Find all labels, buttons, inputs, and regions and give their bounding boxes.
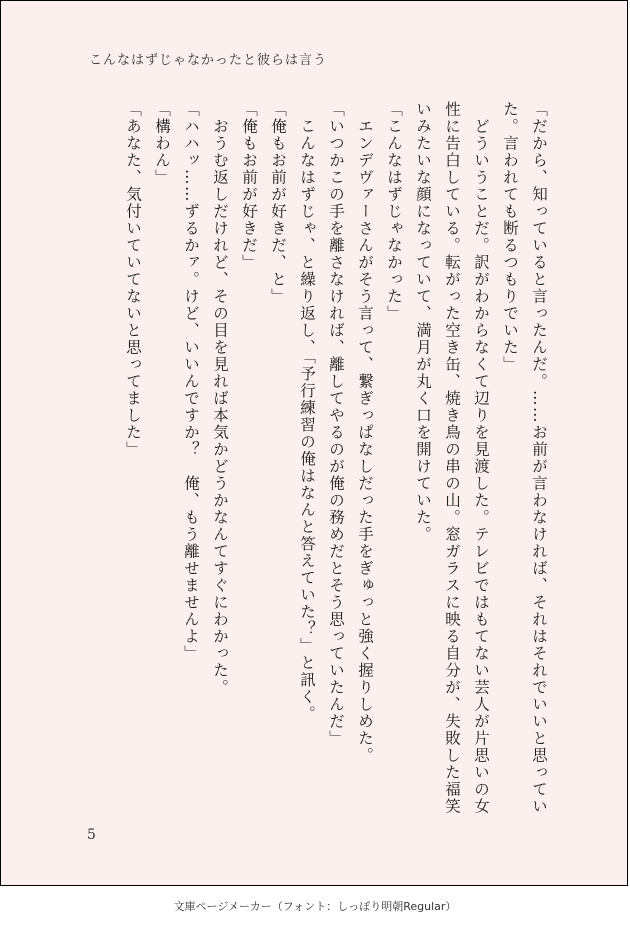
page-number: 5 xyxy=(87,827,96,843)
paragraph-9: おうむ返しだけれど、その目を見れば本気かどうかなんてすぐにわかった。 xyxy=(211,101,229,696)
paragraph-4: エンデヴァーさんがそう言って、繋ぎっぱなしだった手をぎゅっと強く握りしめた。 xyxy=(356,101,374,764)
paragraph-8: 「俺もお前が好きだ」 xyxy=(240,101,258,271)
generator-credit: 文庫ページメーカー（フォント：しっぽり明朝Regular） xyxy=(173,900,457,913)
paragraph-5: 「いつかこの手を離さなければ、離してやるのが俺の務めだとそう思っていたんだ」 xyxy=(327,101,345,747)
paragraph-6: こんなはずじゃ、と繰り返し、「予行練習の俺はなんと答えていた？」と訊く。 xyxy=(298,101,316,723)
paragraph-3: 「こんなはずじゃなかった」 xyxy=(385,101,403,322)
running-title: こんなはずじゃなかったと彼らは言う xyxy=(89,53,328,68)
body-text xyxy=(83,101,553,821)
paragraph-2: どういうことだ。訳がわからなくて辺りを見渡した。テレビではもてない芸人が片思いの女性に告白している。転がった空き缶、焼き鳥の串の山。窓ガラスに映る自分が、失敗した福笑いみたいな顔になっていて、満月が丸く口を開けていた。 xyxy=(414,101,490,815)
paragraph-12: 「あなた、気付いていてないと思ってました」 xyxy=(124,101,142,458)
paragraph-10: 「ハハッ……ずるかァ。けど、いいんですか？ 俺、もう離せませんよ」 xyxy=(182,101,200,662)
paragraph-1: 「だから、知っていると言ったんだ。……お前が言わなければ、それはそれでいいと思っていた。言われても断るつもりでいた」 xyxy=(501,101,548,815)
paragraph-7: 「俺もお前が好きだ、と」 xyxy=(269,101,287,305)
paragraph-11: 「構わん」 xyxy=(153,101,171,186)
